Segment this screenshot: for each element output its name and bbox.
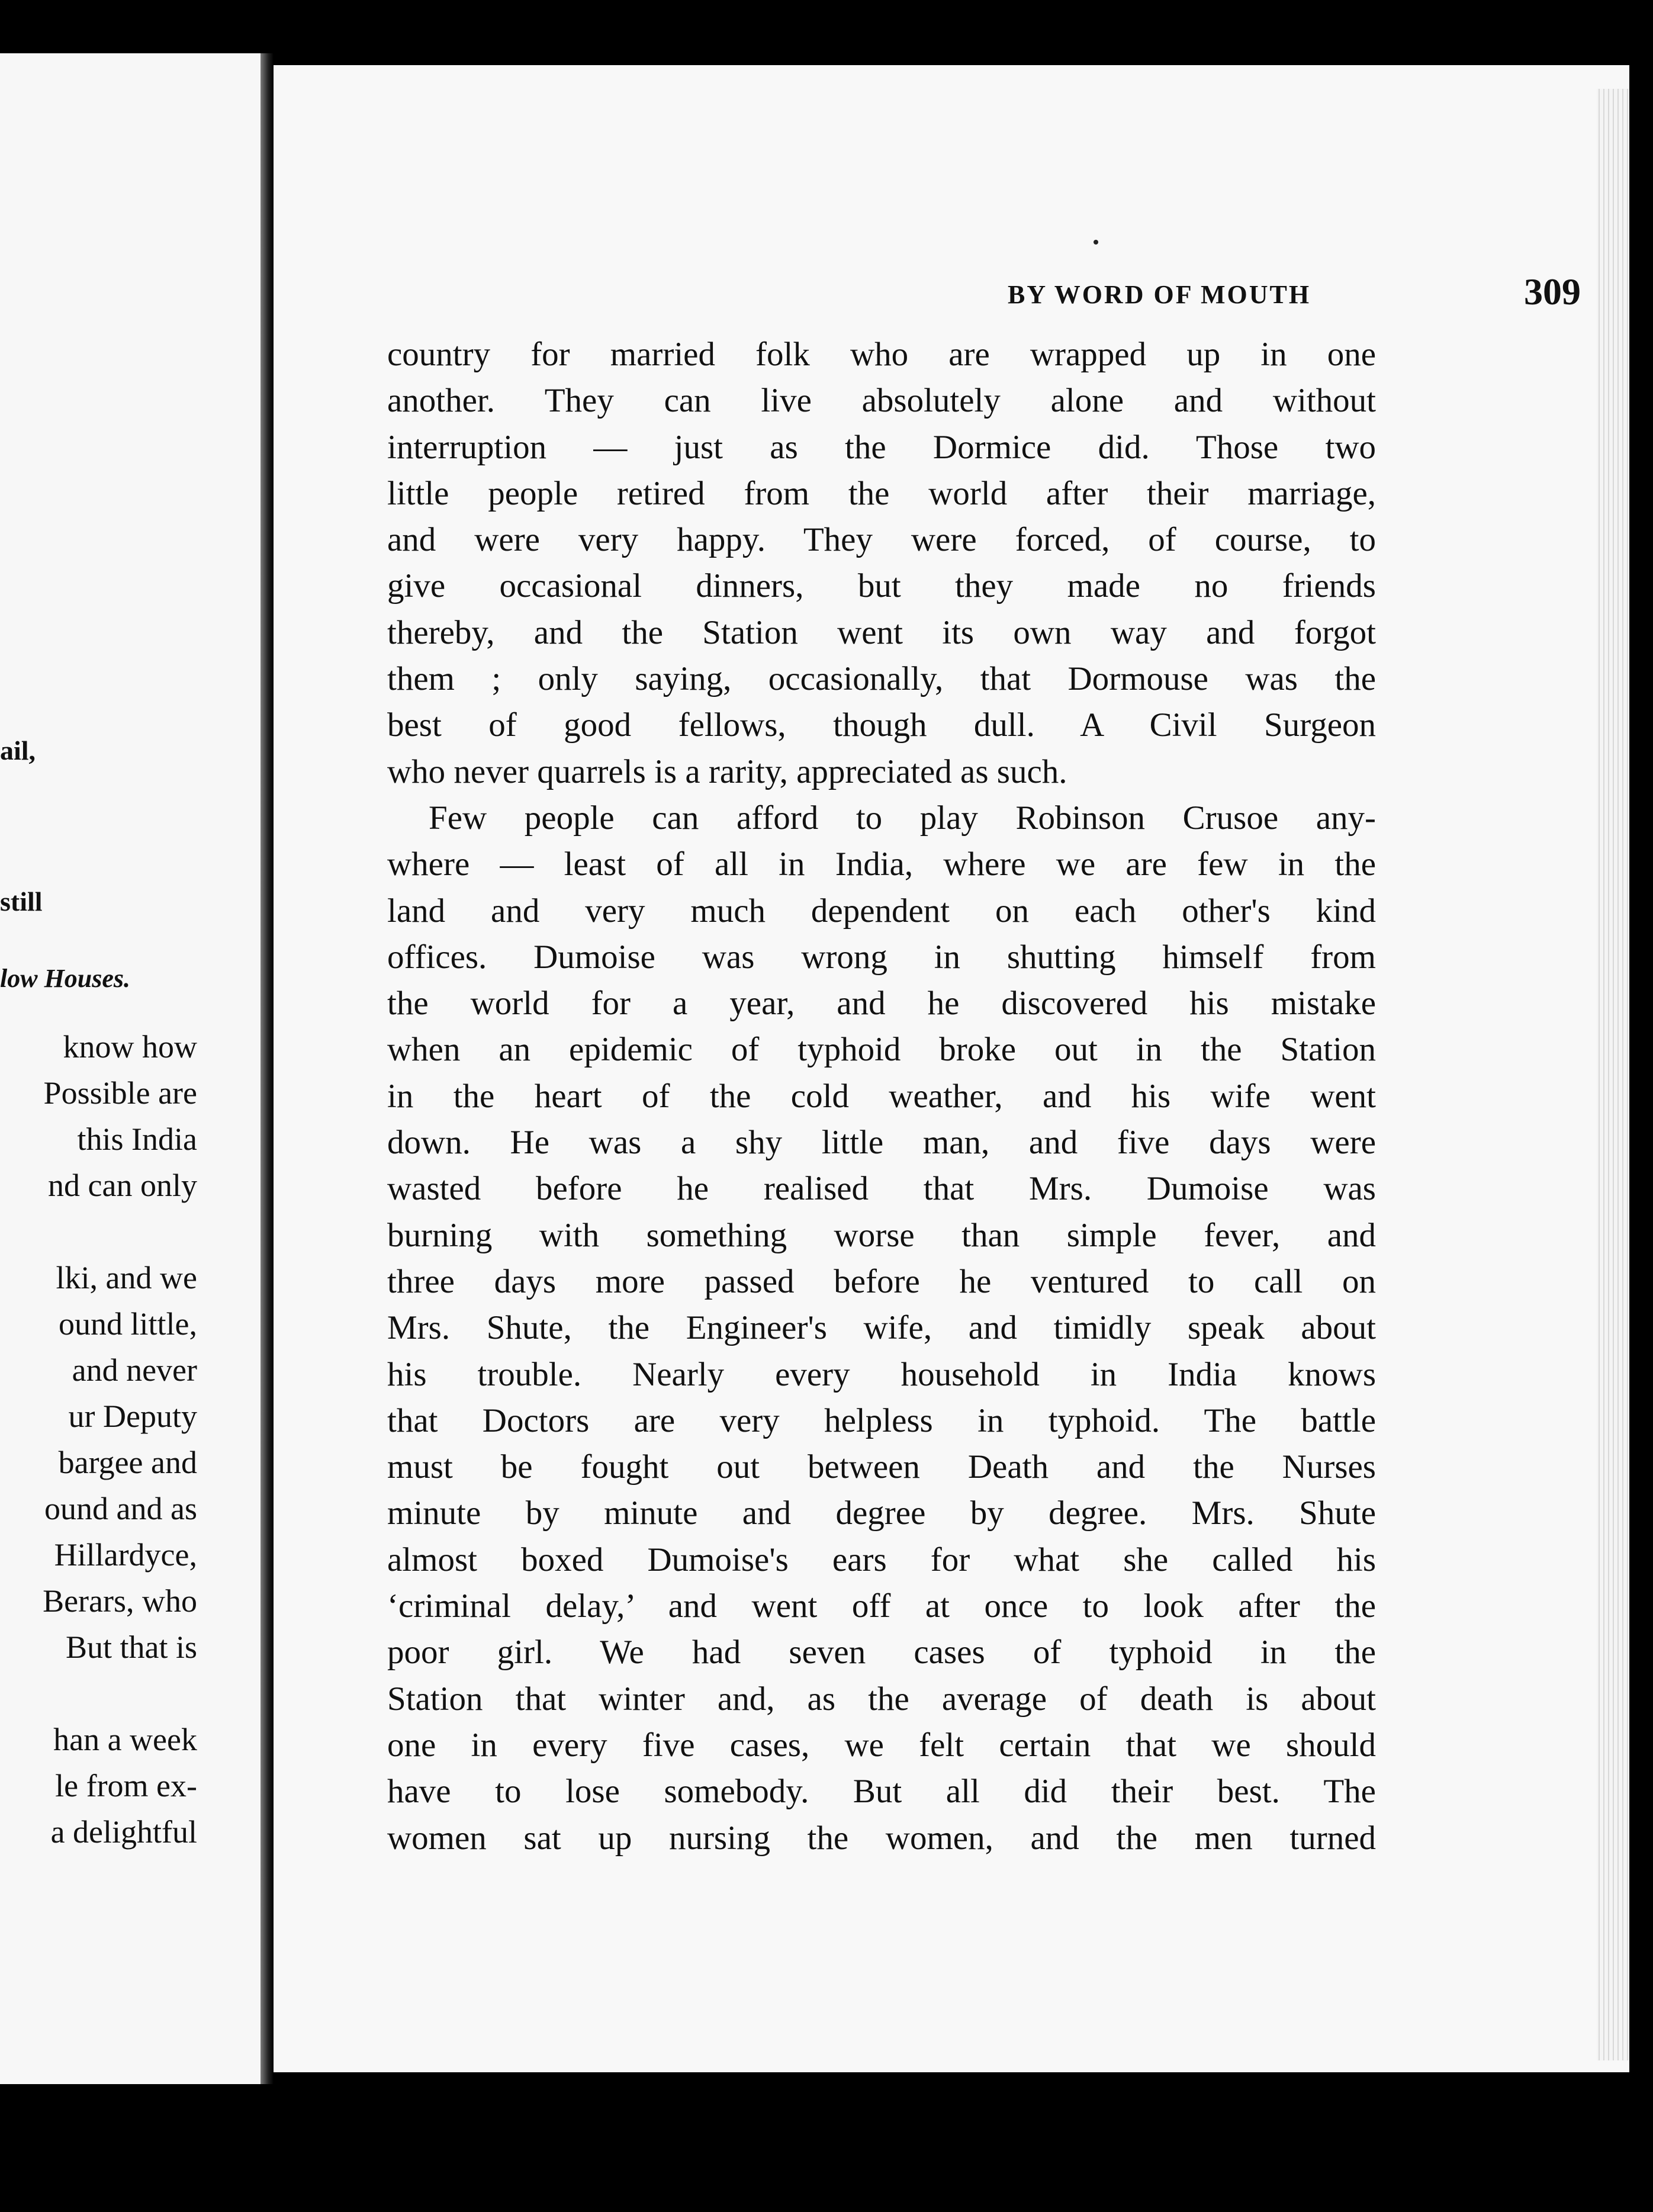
text-line: who never quarrels is a rarity, appreciated as such. bbox=[387, 753, 1067, 790]
text-line: his trouble. Nearly every household in India knows bbox=[387, 1355, 1376, 1393]
left-page-line: low Houses. bbox=[0, 964, 131, 993]
text-line: country for married folk who are wrapped up in one bbox=[387, 336, 1376, 373]
page-edges bbox=[1597, 89, 1629, 2060]
left-page-line: ound little, bbox=[59, 1306, 197, 1342]
text-line: that Doctors are very helpless in typhoid. The battle bbox=[387, 1401, 1376, 1439]
left-page-line: bargee and bbox=[58, 1445, 197, 1480]
text-line: Station that winter and, as the average of death is about bbox=[387, 1680, 1376, 1718]
text-line: ‘criminal delay,’ and went off at once to look after the bbox=[387, 1587, 1376, 1625]
text-line: where — least of all in India, where we are few in the bbox=[387, 845, 1376, 883]
text-line: offices. Dumoise was wrong in shutting himself from bbox=[387, 938, 1376, 976]
text-line: down. He was a shy little man, and five days were bbox=[387, 1124, 1376, 1162]
paragraph-1 bbox=[387, 332, 1376, 795]
left-page-line: and never bbox=[72, 1352, 197, 1388]
left-page-line: this India bbox=[77, 1121, 197, 1157]
text-line: must be fought out between Death and the Nurses bbox=[387, 1448, 1376, 1486]
left-page-line: ound and as bbox=[44, 1491, 197, 1526]
text-line: in the heart of the cold weather, and his wife went bbox=[387, 1077, 1376, 1115]
left-page-line: Berars, who bbox=[43, 1583, 197, 1619]
left-page-line: But that is bbox=[65, 1629, 197, 1665]
left-page-line: lki, and we bbox=[56, 1260, 197, 1295]
body-text bbox=[387, 332, 1376, 1861]
text-line: land and very much dependent on each other's kind bbox=[387, 892, 1376, 930]
running-title: BY WORD OF MOUTH bbox=[1008, 280, 1311, 309]
text-line: three days more passed before he ventured to call on bbox=[387, 1262, 1376, 1300]
page-number: 309 bbox=[1524, 271, 1581, 313]
left-page-line: still bbox=[0, 886, 43, 917]
text-line: best of good fellows, though dull. A Civil Surgeon bbox=[387, 706, 1376, 744]
paragraph-2 bbox=[387, 795, 1376, 1861]
text-line: when an epidemic of typhoid broke out in the Station bbox=[387, 1031, 1376, 1069]
text-line: another. They can live absolutely alone and without bbox=[387, 382, 1376, 420]
text-line: little people retired from the world after their marriage, bbox=[387, 474, 1376, 512]
text-line: one in every five cases, we felt certain that we should bbox=[387, 1726, 1376, 1764]
left-page-line: nd can only bbox=[48, 1168, 197, 1203]
left-page-line: a delightful bbox=[50, 1814, 197, 1850]
text-line: women sat up nursing the women, and the men turned bbox=[387, 1819, 1376, 1857]
left-page-fragment bbox=[0, 53, 261, 2084]
text-line: wasted before he realised that Mrs. Dumoise was bbox=[387, 1170, 1376, 1208]
text-line: give occasional dinners, but they made no friends bbox=[387, 567, 1376, 605]
text-line: the world for a year, and he discovered his mistake bbox=[387, 985, 1376, 1023]
left-page-line: Possible are bbox=[43, 1075, 197, 1111]
text-line: minute by minute and degree by degree. Mrs. Shute bbox=[387, 1494, 1376, 1532]
text-line: interruption — just as the Dormice did. Those two bbox=[387, 428, 1376, 466]
text-line: almost boxed Dumoise's ears for what she called his bbox=[387, 1541, 1376, 1578]
left-page-line: ur Deputy bbox=[68, 1398, 197, 1434]
text-line: thereby, and the Station went its own way and forgot bbox=[387, 613, 1376, 651]
text-line: Few people can afford to play Robinson Crusoe any- bbox=[429, 799, 1376, 837]
print-speck bbox=[1094, 240, 1098, 245]
scan-border bbox=[0, 2084, 1653, 2212]
text-line: have to lose somebody. But all did their best. The bbox=[387, 1773, 1376, 1811]
text-line: poor girl. We had seven cases of typhoid in the bbox=[387, 1634, 1376, 1671]
book-gutter bbox=[261, 53, 274, 2084]
running-head bbox=[392, 266, 1629, 320]
left-page-line: le from ex- bbox=[55, 1768, 197, 1803]
text-line: Mrs. Shute, the Engineer's wife, and timidly speak about bbox=[387, 1309, 1376, 1347]
left-page-line: ail, bbox=[0, 735, 36, 766]
left-page-line: know how bbox=[63, 1029, 197, 1065]
text-line: and were very happy. They were forced, of course, to bbox=[387, 521, 1376, 559]
text-line: burning with something worse than simple fever, and bbox=[387, 1216, 1376, 1254]
book-page bbox=[274, 65, 1629, 2072]
left-page-line: han a week bbox=[53, 1722, 197, 1757]
text-line: them ; only saying, occasionally, that Dormouse was the bbox=[387, 660, 1376, 698]
left-page-line: Hillardyce, bbox=[54, 1537, 197, 1573]
